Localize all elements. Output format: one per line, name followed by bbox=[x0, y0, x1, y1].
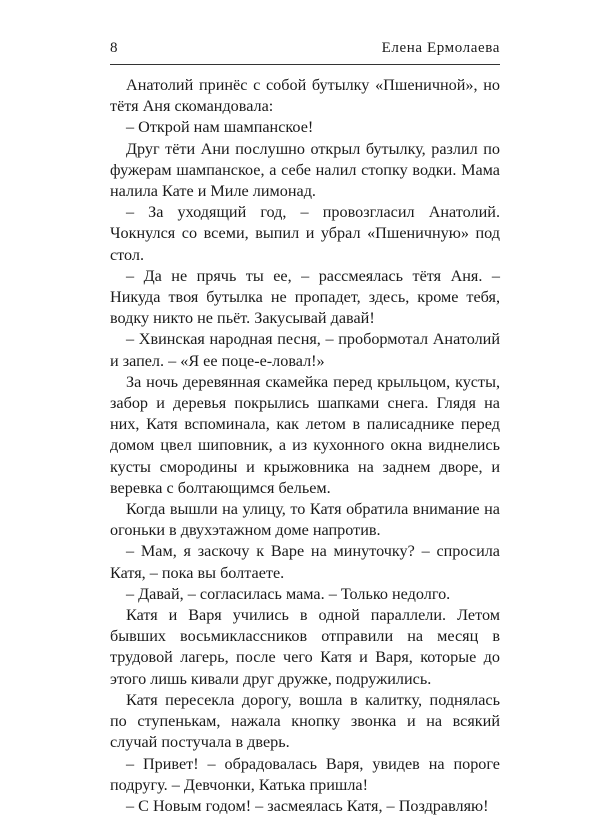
paragraph: – За уходящий год, – провозгласил Анатолий. Чокнулся со всеми, выпил и убрал «Пшеничную» под стол. bbox=[110, 203, 500, 264]
page-number: 8 bbox=[110, 40, 118, 56]
paragraph: – Хвинская народная песня, – пробормотал Анатолий и запел. – «Я ее поце-е-ловал!» bbox=[110, 330, 500, 370]
paragraph: – Да не прячь ты ее, – рассмеялась тётя Аня. – Никуда твоя бутылка не пропадет, здесь, кроме тебя, водку никто не пьёт. Закусывай давай! bbox=[110, 266, 500, 328]
body-text bbox=[110, 75, 500, 817]
paragraph: Анатолий принёс с собой бутылку «Пшеничной», но тётя Аня скомандовала: bbox=[110, 76, 500, 116]
paragraph: – С Новым годом! – засмеялась Катя, – Поздравляю! bbox=[126, 796, 489, 815]
paragraph: Катя пересекла дорогу, вошла в калитку, поднялась по ступенькам, нажала кнопку звонка и на всякий случай постучала в дверь. bbox=[110, 690, 500, 752]
paragraph: Когда вышли на улицу, то Катя обратила внимание на огоньки в двухэтажном доме напротив. bbox=[110, 500, 500, 540]
paragraph: – Привет! – обрадовалась Варя, увидев на пороге подругу. – Девчонки, Катька пришла! bbox=[110, 754, 500, 794]
running-title: Елена Ермолаева bbox=[381, 40, 500, 56]
paragraph: Катя и Варя учились в одной параллели. Летом бывших восьмиклассников отправили на месяц в трудовой лагерь, после чего Катя и Варя, которые до этого лишь кивали друг дружке, подружились. bbox=[110, 606, 500, 688]
paragraph: – Давай, – согласилась мама. – Только недолго. bbox=[126, 584, 451, 603]
page-header bbox=[110, 36, 500, 65]
paragraph: За ночь деревянная скамейка перед крыльцом, кусты, забор и деревья покрылись шапками снега. Глядя на них, Катя вспоминала, как летом в палисаднике перед домом цвел шиповник, а из кухонного окна виднелись кусты смородины и крыжовника на заднем дворе, и веревка с болтающимся бельем. bbox=[110, 372, 500, 497]
paragraph: – Открой нам шампанское! bbox=[126, 118, 314, 137]
paragraph: Друг тёти Ани послушно открыл бутылку, разлил по фужерам шампанское, а себе налил стопку водки. Мама налила Кате и Миле лимонад. bbox=[110, 139, 500, 201]
paragraph: – Мам, я заскочу к Варе на минуточку? – спросила Катя, – пока вы болтаете. bbox=[110, 542, 500, 582]
